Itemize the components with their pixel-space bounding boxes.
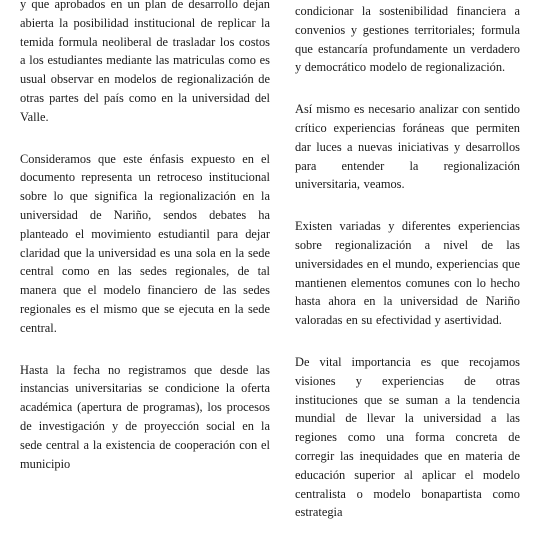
left-column <box>20 0 270 496</box>
right-paragraph-3: Existen variadas y diferentes experiencias sobre regionalización a nivel de las universidades en el mundo, experiencias que mantienen elementos comunes con lo hecho hasta ahora en la universidad de Nariño valoradas en su efectividad y asertividad. <box>295 219 520 328</box>
right-column <box>295 2 520 545</box>
right-paragraph-2: Así mismo es necesario analizar con sentido crítico experiencias foráneas que permiten dar luces a nuevas iniciativas y desarrollos para entender la regionalización universitaria, veamos. <box>295 102 520 192</box>
right-paragraph-4: De vital importancia es que recojamos visiones y experiencias de otras instituciones que se suman a la tendencia mundial de llevar la universidad a las regiones como una forma concreta de corregir las inequidades que en materia de educación superior al aplicar el modelo centralista o modelo bonapartista como estrategia <box>295 354 520 520</box>
left-paragraph-1: y que aprobados en un plan de desarrollo dejan abierta la posibilidad institucional de replicar la temida formula neoliberal de trasladar los costos a los estudiantes mediante las matriculas como es usual observar en modelos de regionalización de otras partes del país como en la universidad del Valle. <box>20 0 270 124</box>
left-paragraph-2: Consideramos que este énfasis expuesto en el documento representa un retroceso institucional sobre lo que significa la regionalización en la universidad de Nariño, sendos debates ha planteado el movimiento estudiantil para dejar claridad que la universidad es una sola en la sede central como en las sedes regionales, de tal manera que el modelo financiero de las sedes regionales es el mismo que se ejecuta en la sede central. <box>20 151 270 335</box>
left-paragraph-3: Hasta la fecha no registramos que desde las instancias universitarias se condicione la oferta académica (apertura de programas), los procesos de investigación y de proyección social en la sede central a la existencia de cooperación con el municipio <box>20 362 270 471</box>
right-paragraph-1: condicionar la sostenibilidad financiera a convenios y gestiones territoriales; formula que estancaría profundamente un verdadero y democrático modelo de regionalización. <box>295 4 520 75</box>
